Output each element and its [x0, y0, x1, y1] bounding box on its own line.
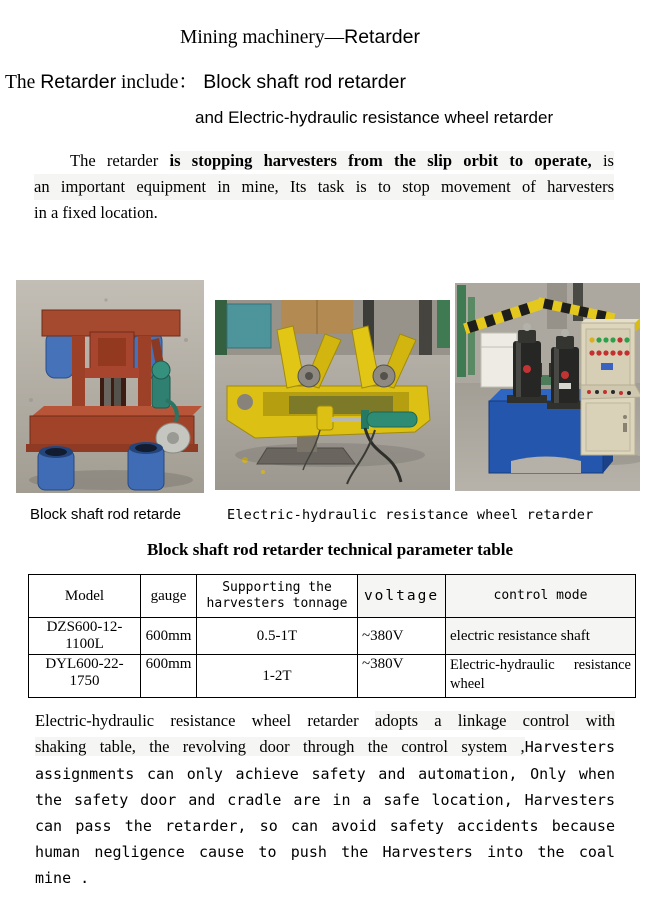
- body-line-3: assignments can only achieve safety and automation, Only when: [35, 765, 615, 783]
- body-line-2: [35, 734, 615, 761]
- roller-hub: [305, 372, 313, 380]
- cross-member-upper: [85, 368, 139, 378]
- indicator-light: [589, 337, 594, 342]
- include-seg-4: Block shaft rod retarder: [197, 71, 406, 93]
- console-button: [603, 390, 607, 394]
- green-wall-right: [437, 300, 450, 348]
- indicator-light: [617, 337, 622, 342]
- motor-knob: [523, 323, 531, 331]
- door-handle: [623, 423, 627, 432]
- indicator-light: [624, 337, 629, 342]
- cell-model-1: DZS600-12-1100L: [29, 618, 141, 655]
- table-header-row: [29, 575, 636, 618]
- header-model: Model: [29, 575, 141, 618]
- indicator-light: [603, 337, 608, 342]
- body-l2-mono: Harvesters: [524, 738, 615, 756]
- indicator-light: [624, 350, 629, 355]
- green-cylinder-body: [367, 412, 417, 427]
- header-voltage: voltage: [358, 575, 446, 618]
- paint-speck-2: [261, 470, 265, 474]
- motor-label: [523, 365, 531, 373]
- page-title: [0, 26, 600, 49]
- title-sans-part: Retarder: [344, 26, 420, 48]
- motor-highlight: [516, 341, 521, 397]
- intro-paragraph: [34, 148, 614, 226]
- indicator-light: [610, 350, 615, 355]
- body-line-6: human negligence cause to push the Harvesters into the coal: [35, 843, 615, 861]
- motor-label: [561, 371, 569, 379]
- cabinet-top: [581, 319, 639, 323]
- body-line-5: can pass the retarder, so can avoid safety accidents because: [35, 817, 615, 835]
- cell-tonnage-2: 1-2T: [197, 655, 358, 698]
- body-l1-normal: Electric-hydraulic resistance wheel retarder: [35, 711, 375, 730]
- cell-gauge-2: 600mm: [141, 655, 197, 698]
- caption-block-shaft-rod: Block shaft rod retarde: [30, 506, 181, 523]
- body-l1-highlight: adopts a linkage control with: [374, 711, 615, 730]
- indicator-light: [603, 350, 608, 355]
- include-seg-2: Retarder: [40, 71, 117, 93]
- console-button: [611, 390, 615, 394]
- cell-control-1: electric resistance shaft: [446, 618, 636, 655]
- intro-l1-normal1: The retarder: [70, 151, 170, 170]
- silver-motor-hub: [167, 432, 179, 444]
- include-seg-3: include：: [116, 72, 198, 93]
- console-button: [619, 391, 623, 395]
- title-serif-part: Mining machinery—: [180, 27, 345, 48]
- body-line-7: mine .: [35, 869, 90, 887]
- cylinder-bore-right: [135, 444, 157, 452]
- blue-switch: [601, 363, 613, 370]
- leg-arch-cutout: [511, 457, 581, 474]
- table-title: Block shaft rod retarder technical parameter table: [146, 540, 514, 559]
- green-post-1: [457, 285, 466, 377]
- rear-blue-cylinder-left: [46, 332, 74, 378]
- retarder-include-line: [5, 66, 645, 94]
- body-paragraph: [35, 708, 615, 891]
- cell-tonnage-1: 0.5-1T: [197, 618, 358, 655]
- table-row: [29, 618, 636, 655]
- cell-control-2: Electric-hydraulic resistance wheel: [446, 655, 636, 698]
- intro-line-3: in a fixed location.: [34, 203, 158, 222]
- block-shaft-rod-retarder-photo: [16, 280, 204, 493]
- cell-model-2: DYL600-22-1750: [29, 655, 141, 698]
- header-gauge: gauge: [141, 575, 197, 618]
- cell-gauge-1: 600mm: [141, 618, 197, 655]
- intro-line-2: an important equipment in mine, Its task is to stop movement of harvesters: [34, 174, 614, 200]
- motor-cap: [518, 330, 536, 343]
- motor-plate: [559, 383, 571, 389]
- indicator-light: [610, 337, 615, 342]
- motor-highlight: [554, 347, 559, 403]
- recess-inner: [289, 396, 393, 414]
- intro-line-1: [34, 148, 614, 174]
- retarder-include-line-2: and Electric-hydraulic resistance wheel retarder: [195, 108, 554, 127]
- hydraulic-station-and-control-cabinet-photo: [455, 283, 640, 491]
- console-button: [627, 391, 631, 395]
- yellow-retarder-illustration: [215, 300, 450, 490]
- block-shaft-rod-retarder-illustration: [16, 280, 204, 493]
- body-line-4: the safety door and cradle are in a safe location, Harvesters: [35, 791, 615, 809]
- green-post-2: [468, 297, 475, 375]
- cylinder-bore-left: [45, 448, 67, 456]
- console-button: [587, 390, 591, 394]
- teal-cabinet: [227, 304, 271, 348]
- cell-voltage-1: ~380V: [358, 618, 446, 655]
- piston-rod: [331, 417, 363, 422]
- lifting-hole: [237, 394, 253, 410]
- clevis-bracket: [317, 406, 333, 430]
- cell-voltage-2: ~380V: [358, 655, 446, 698]
- body-l2-serif: shaking table, the revolving door through the control system ,: [35, 737, 525, 756]
- header-tonnage: Supporting the harvesters tonnage: [197, 575, 358, 618]
- green-wall-left: [215, 300, 227, 355]
- motor-knob: [561, 329, 569, 337]
- table-row: [29, 655, 636, 698]
- electric-hydraulic-resistance-wheel-retarder-photo: [215, 300, 450, 490]
- gear-housing-panel: [98, 338, 126, 366]
- header-control-mode: control mode: [446, 575, 636, 618]
- intro-l1-normal2: is: [591, 151, 614, 170]
- intro-l1-bold: is stopping harvesters from the slip orbit to operate,: [169, 151, 592, 170]
- hydraulic-station-illustration: [455, 283, 640, 491]
- body-line-1: [35, 708, 615, 734]
- indicator-light: [596, 337, 601, 342]
- indicator-light: [589, 350, 594, 355]
- green-pump-head: [152, 361, 170, 379]
- indicator-light: [596, 350, 601, 355]
- include-seg-1: The: [5, 72, 41, 93]
- door-lock: [623, 415, 627, 419]
- roller-hub: [380, 372, 388, 380]
- control-cabinet: [581, 319, 640, 455]
- indicator-light: [617, 350, 622, 355]
- white-electrical-box: [481, 333, 517, 387]
- motor-cap: [556, 336, 574, 349]
- indicator-panel: [586, 329, 630, 385]
- caption-electric-hydraulic: Electric-hydraulic resistance wheel retarder: [227, 507, 594, 523]
- parameter-table: [28, 574, 636, 698]
- console-button: [595, 390, 599, 394]
- dark-post-2: [419, 300, 432, 355]
